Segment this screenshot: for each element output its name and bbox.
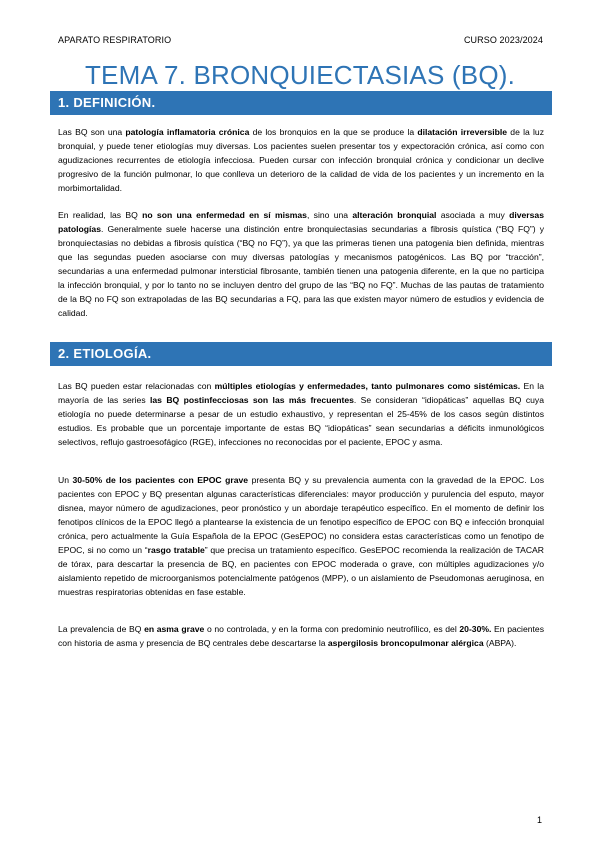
bold-text-run: patología inflamatoria crónica xyxy=(125,127,250,137)
bold-text-run: las BQ postinfecciosas son las más frecuentes xyxy=(150,395,354,405)
text-run: (ABPA). xyxy=(483,638,517,648)
bold-text-run: múltiples etiologías y enfermedades, tanto pulmonares como sistémicas. xyxy=(214,381,521,391)
text-run: En la mayoría de las series xyxy=(58,381,544,405)
bold-text-run: rasgo tratable xyxy=(147,545,205,555)
section-heading-etiologia: 2. ETIOLOGÍA. xyxy=(50,342,552,366)
text-run: presenta BQ y su prevalencia aumenta con la gravedad de la EPOC. Los pacientes con EPOC y BQ presentan algunas características diferenciales: mayor producción y purulencia del esputo, mayor disnea, mayor número de agudizaciones, peor pronóstico y un abordaje terapéutico específico. En el momento de definir los fenotipos clínicos de la EPOC llegó a plantearse la existencia de un fenotipo específico de EPOC con BQ e infección bronquial crónica, pero actualmente la Guía Española de la EPOC (GesEPOC) no considera estas características como un fenotipo de EPOC, si no como un “ xyxy=(58,475,544,555)
paragraph-etiologia-1 xyxy=(58,379,544,449)
page-number: 1 xyxy=(536,815,542,825)
text-run: La prevalencia de BQ xyxy=(58,624,145,634)
text-run: . Se consideran “idiopáticas” aquellas BQ cuya etiología no puede determinarse a pesar de un estudio exhaustivo, y representan el 25-45% de los casos según distintos estudios. Es probable que un porcentaje importante de estas BQ “idiopáticas” sean secundarias a déficits inmunológicos selectivos, reflujo gastroesofágico (RGE), infecciones no reconocidas por el paciente, EPOC y asma. xyxy=(58,395,544,447)
bold-text-run: en asma grave xyxy=(144,624,205,634)
text-run: , sino una xyxy=(306,210,353,220)
page-title: TEMA 7. BRONQUIECTASIAS (BQ). xyxy=(84,60,516,90)
bold-text-run: diversas patologías xyxy=(58,210,544,234)
text-run: asociada a muy xyxy=(436,210,510,220)
bold-text-run: 30-50% de los pacientes con EPOC grave xyxy=(72,475,249,485)
paragraph-definicion-1 xyxy=(58,125,544,195)
bold-text-run: alteración bronquial xyxy=(352,210,437,220)
text-run: Las BQ pueden estar relacionadas con xyxy=(58,381,215,391)
paragraph-definicion-2 xyxy=(58,208,544,320)
text-run: . Generalmente suele hacerse una distinción entre bronquiectasias secundarias a fibrosis quística (“BQ FQ”) y bronquiectasias no debidas a fibrosis quística (“BQ no FQ”), ya que las primeras tienen una patogenia bien definida, mientras que las segundas pueden asociarse con muy diversas patologías y mecanismos patogénicos. Las BQ por “tracción”, secundarias a una enfermedad pulmonar intersticial fibrosante, también tienen una patogenia diferente, en la que no participa la infección bronquial, y por lo tanto no se incluyen dentro del grupo de las “BQ no FQ”. Muchas de las pautas de tratamiento de la BQ no FQ son extrapoladas de las BQ secundarias a FQ, para las que existen mayor número de estudios y evidencia de calidad. xyxy=(58,224,544,318)
text-run: ” que precisa un tratamiento específico. GesEPOC recomienda la realización de TACAR de tórax, para descartar la presencia de BQ, en pacientes con EPOC moderada o grave, con múltiples agudizaciones y/o aislamiento repetido de microorganismos potencialmente patógenos (MPP), o un aislamiento de Pseudomonas aeruginosa, en muestras respiratorias obtenidas en fase estable. xyxy=(58,545,544,597)
header-course: CURSO 2023/2024 xyxy=(463,35,543,45)
paragraph-etiologia-3 xyxy=(58,622,544,650)
section-heading-definicion: 1. DEFINICIÓN. xyxy=(50,91,552,115)
text-run: o no controlada, y en la forma con predominio neutrofílico, es del xyxy=(204,624,460,634)
text-run: En realidad, las BQ xyxy=(58,210,143,220)
paragraph-etiologia-2 xyxy=(58,473,544,599)
text-run: de la luz bronquial, y puede tener etiologías muy diversas. Los pacientes suelen presentar tos y expectoración crónica, así como con agudizaciones recurrentes de etiología infecciosa. Pueden cursar con infección bronquial crónica y condicionar un declive progresivo de la función pulmonar, lo que conlleva un deterioro de la calidad de vida de los pacientes y un incremento en la morbimortalidad. xyxy=(58,127,544,193)
header-subject: APARATO RESPIRATORIO xyxy=(58,35,172,45)
bold-text-run: aspergilosis broncopulmonar alérgica xyxy=(327,638,484,648)
text-run: de los bronquios en la que se produce la xyxy=(249,127,418,137)
text-run: Las BQ son una xyxy=(58,127,126,137)
bold-text-run: dilatación irreversible xyxy=(417,127,508,137)
bold-text-run: 20-30%. xyxy=(459,624,492,634)
text-run: Un xyxy=(58,475,73,485)
text-run: En pacientes con historia de asma y presencia de BQ centrales debe descartarse la xyxy=(58,624,544,648)
bold-text-run: no son una enfermedad en sí mismas xyxy=(142,210,307,220)
